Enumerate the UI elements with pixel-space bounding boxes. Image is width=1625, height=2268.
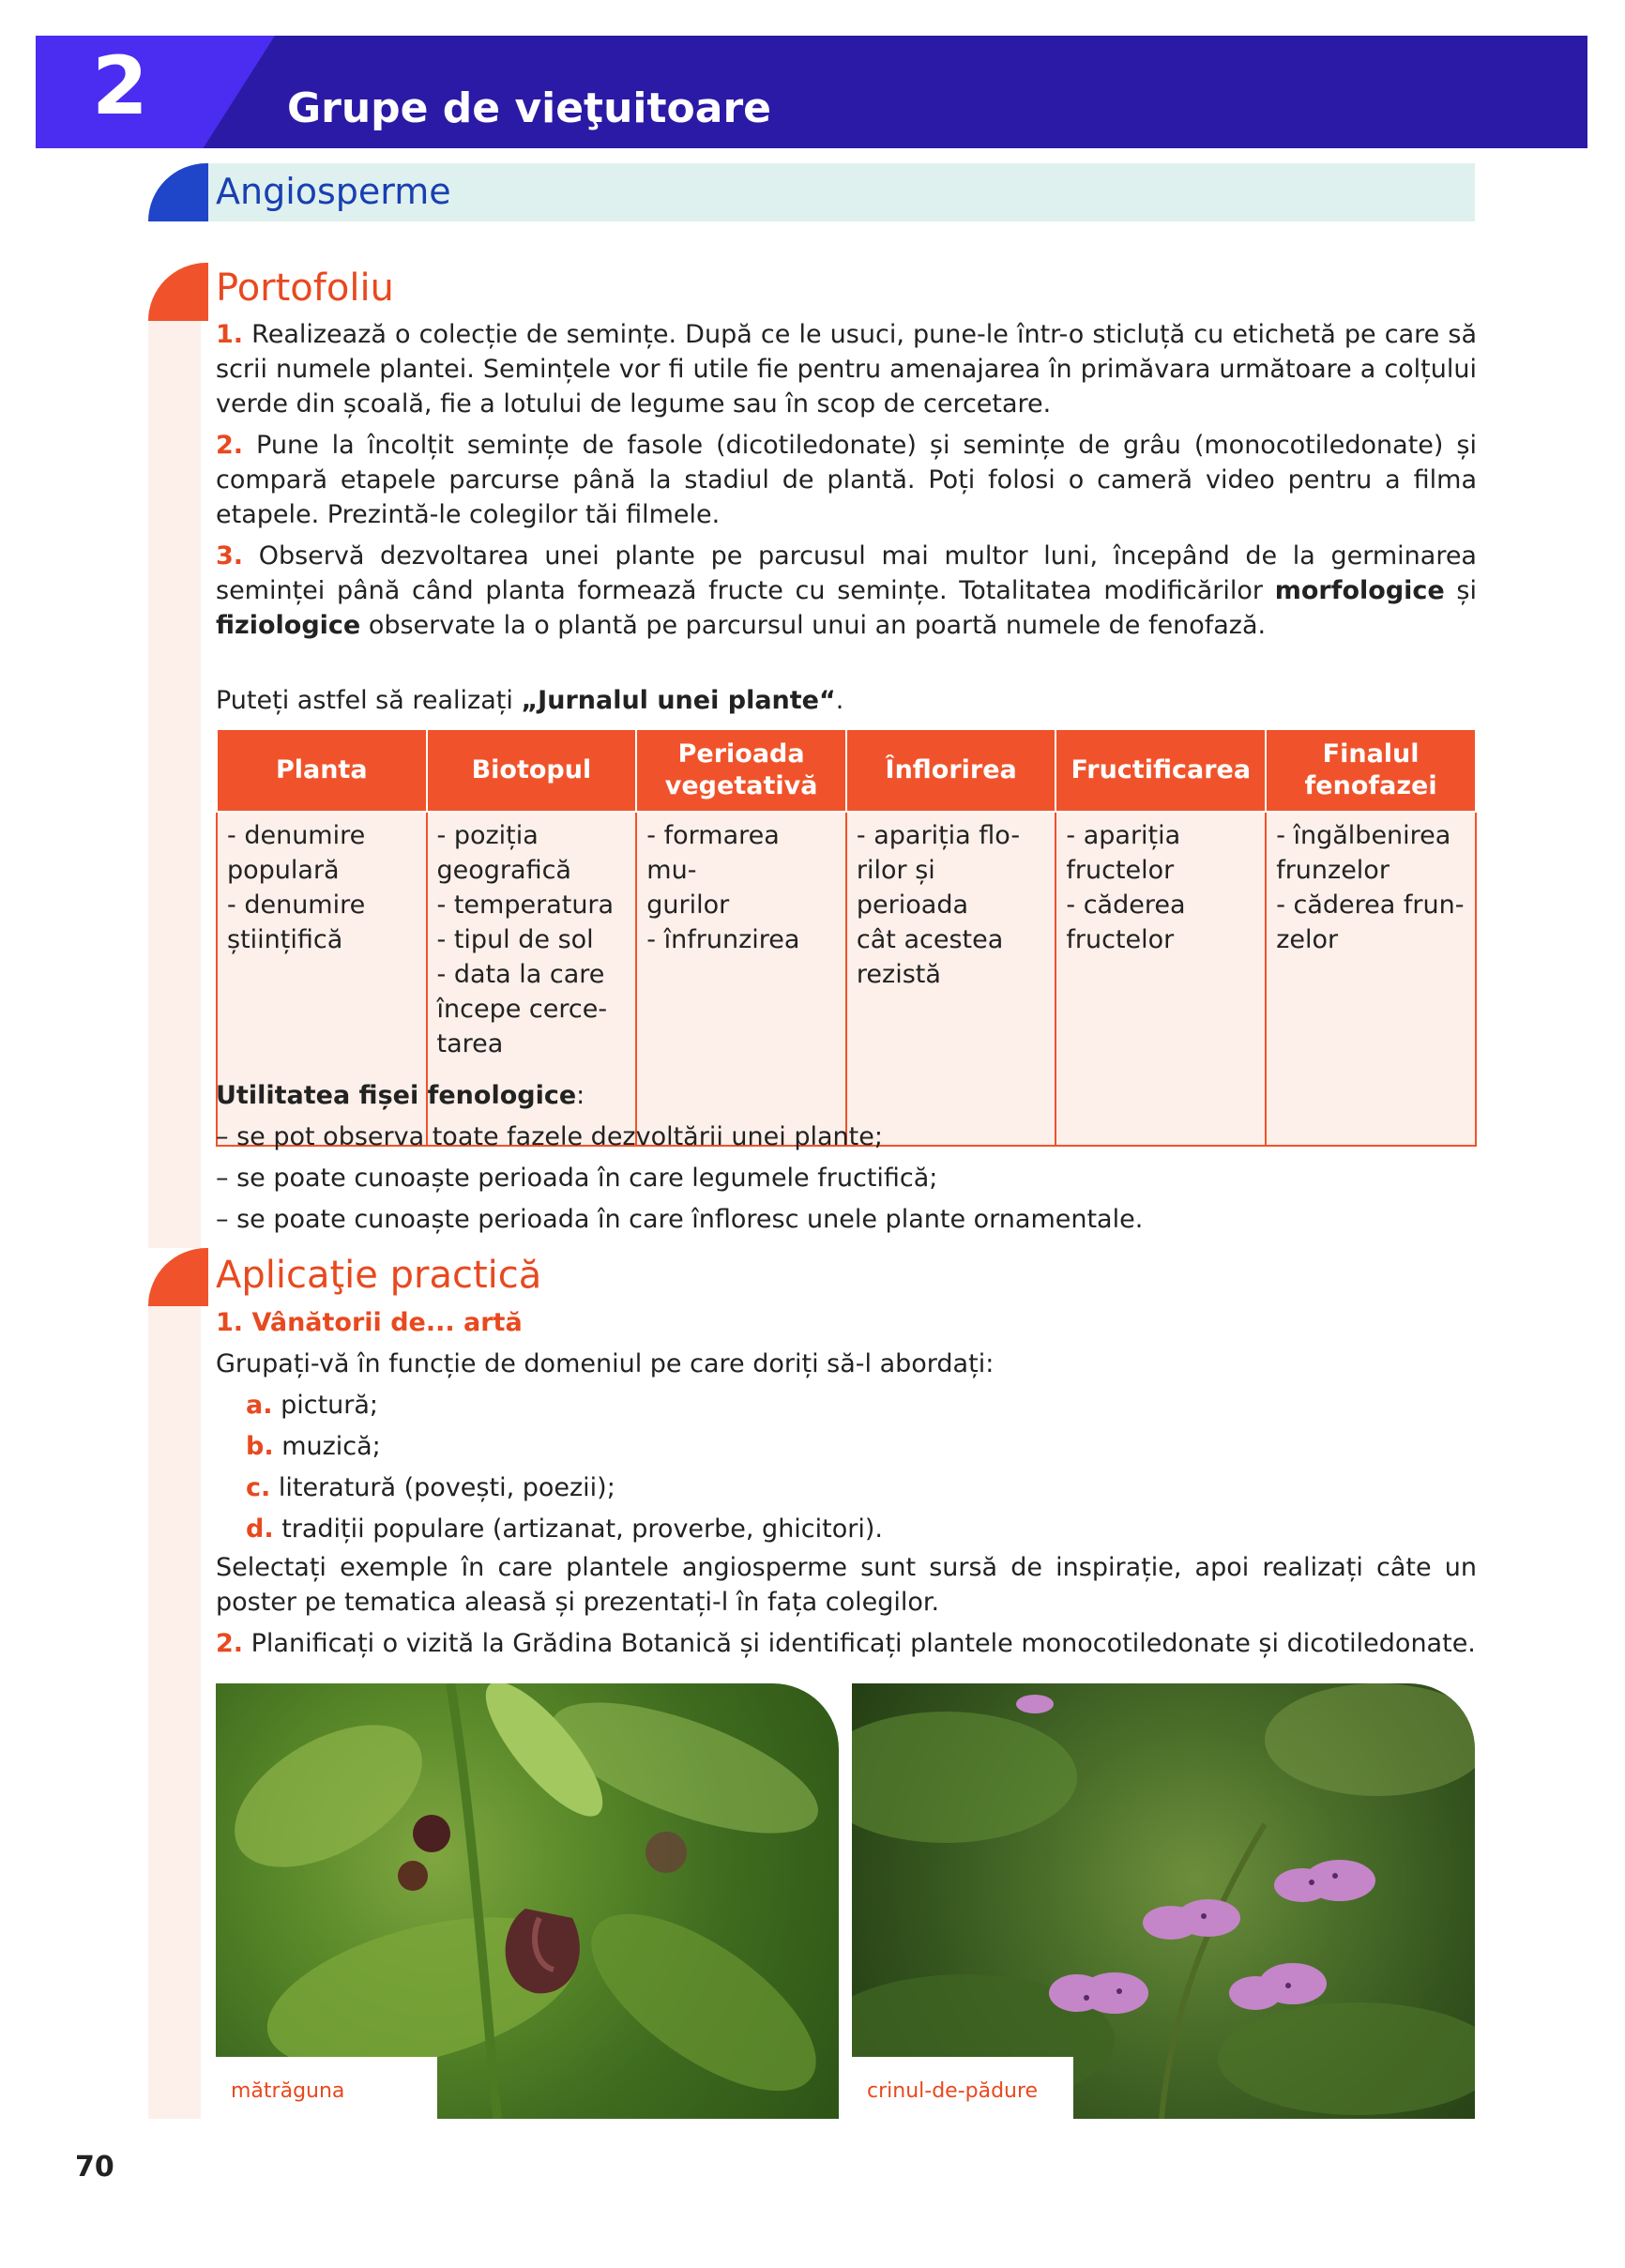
practical-tab-shape [148, 1248, 208, 1306]
section-tab-shape [148, 163, 208, 221]
utility-title: Utilitatea fișei fenologice: [216, 1081, 585, 1110]
lily-illustration [852, 1683, 1475, 2119]
practical-select-text: Selectați exemple în care plantele angiosperme sunt sursă de inspirație, apoi realizați câte un poster pe tematica aleasă și prezentați-l în fața colegilor. [216, 1553, 1477, 1617]
portfolio-item-2: 2. Pune la încolțit semințe de fasole (dicotiledonate) și semințe de grâu (monocotiledonate) și compară etapele parcurse până la stadiul de plantă. Poți folosi o cameră video pentru a filma etapele. Prezintă-le colegilor tăi filmele. [216, 431, 1477, 529]
table-cell: - denumire populară - denumire științifică [217, 812, 427, 1146]
table-header: Perioada vegetativă [636, 729, 846, 812]
chapter-number-bg [36, 36, 275, 148]
table-header: Biotopul [427, 729, 637, 812]
belladonna-illustration [216, 1683, 839, 2119]
utility-item: – se pot observa toate fazele dezvoltării unei plante; [216, 1122, 883, 1151]
page-number: 70 [75, 2151, 114, 2184]
photo-crinul-de-padure [852, 1683, 1475, 2119]
portfolio-title: Portofoliu [216, 266, 394, 310]
section-title: Angiosperme [216, 171, 451, 212]
option-a: a. pictură; [246, 1391, 379, 1420]
portfolio-items [216, 317, 1477, 649]
chapter-number: 2 [92, 39, 148, 133]
photo-matraguna [216, 1683, 839, 2119]
table-cell: - apariția flo- rilor și perioada cât acestea rezistă [846, 812, 1055, 1146]
option-c: c. literatură (povești, poezii); [246, 1473, 615, 1502]
chapter-header [36, 36, 1587, 148]
practical-subtitle: 1. Vânătorii de... artă [216, 1308, 523, 1337]
table-header: Planta [217, 729, 427, 812]
option-b: b. muzică; [246, 1432, 381, 1461]
portfolio-tab-shape [148, 263, 208, 321]
table-cell: - poziția geografică - temperatura - tipul de sol - data la care începe cerce- tarea [427, 812, 637, 1146]
practical-body [216, 1302, 1477, 1665]
table-header: Finalul fenofazei [1266, 729, 1476, 812]
practical-intro: Grupați-vă în funcție de domeniul pe care doriți să-l abordați: [216, 1349, 995, 1378]
left-margin-strip-2 [148, 1293, 201, 2119]
portfolio-item-3: 3. Observă dezvoltarea unei plante pe parcusul mai multor luni, începând de la germinarea semințeі până când planta formează fructe cu semințe. Totalitatea modificărilor morfologice și fiziologice observate la o plantă pe parcursul unui an poartă numele de fenofază. [216, 541, 1477, 640]
photo-caption: crinul-de-pădure [852, 2057, 1073, 2119]
utility-item: – se poate cunoaște perioada în care înfloresc unele plante ornamentale. [216, 1205, 1144, 1234]
table-cell: - îngălbenirea frunzelor - căderea frun- zelor [1266, 812, 1476, 1146]
photo-caption: mătrăguna [216, 2057, 437, 2119]
table-header: Fructificarea [1055, 729, 1266, 812]
table-cell: - apariția fructelor - căderea fructelor [1055, 812, 1266, 1146]
portfolio-item-1: 1. Realizează o colecție de semințe. După ce le usuci, pune-le într-o sticluță cu etichetă pe care să scrii numele plantei. Semințele vor fi utile fie pentru amenajarea în primăvara următoare a colțului verde din școală, fie a lotului de legume sau în scop de cercetare. [216, 320, 1477, 419]
option-d: d. tradiții populare (artizanat, proverbe, ghicitori). [246, 1515, 883, 1544]
practical-title: Aplicaţie practică [216, 1254, 542, 1297]
journal-line: Puteți astfel să realizați „Jurnalul unei plante“. [216, 686, 844, 715]
practical-item-2: 2. Planificați o vizită la Grădina Botanică și identificați plantele monocotiledonate și dicotiledonate. [216, 1629, 1476, 1658]
utility-item: – se poate cunoaște perioada în care legumele fructifică; [216, 1164, 938, 1193]
chapter-title: Grupe de vieţuitoare [287, 84, 771, 132]
table-header: Înflorirea [846, 729, 1055, 812]
utility-section [216, 1075, 1477, 1241]
left-margin-strip [148, 310, 201, 1248]
table-cell: - formarea mu- gurilor - înfrunzirea [636, 812, 846, 1146]
